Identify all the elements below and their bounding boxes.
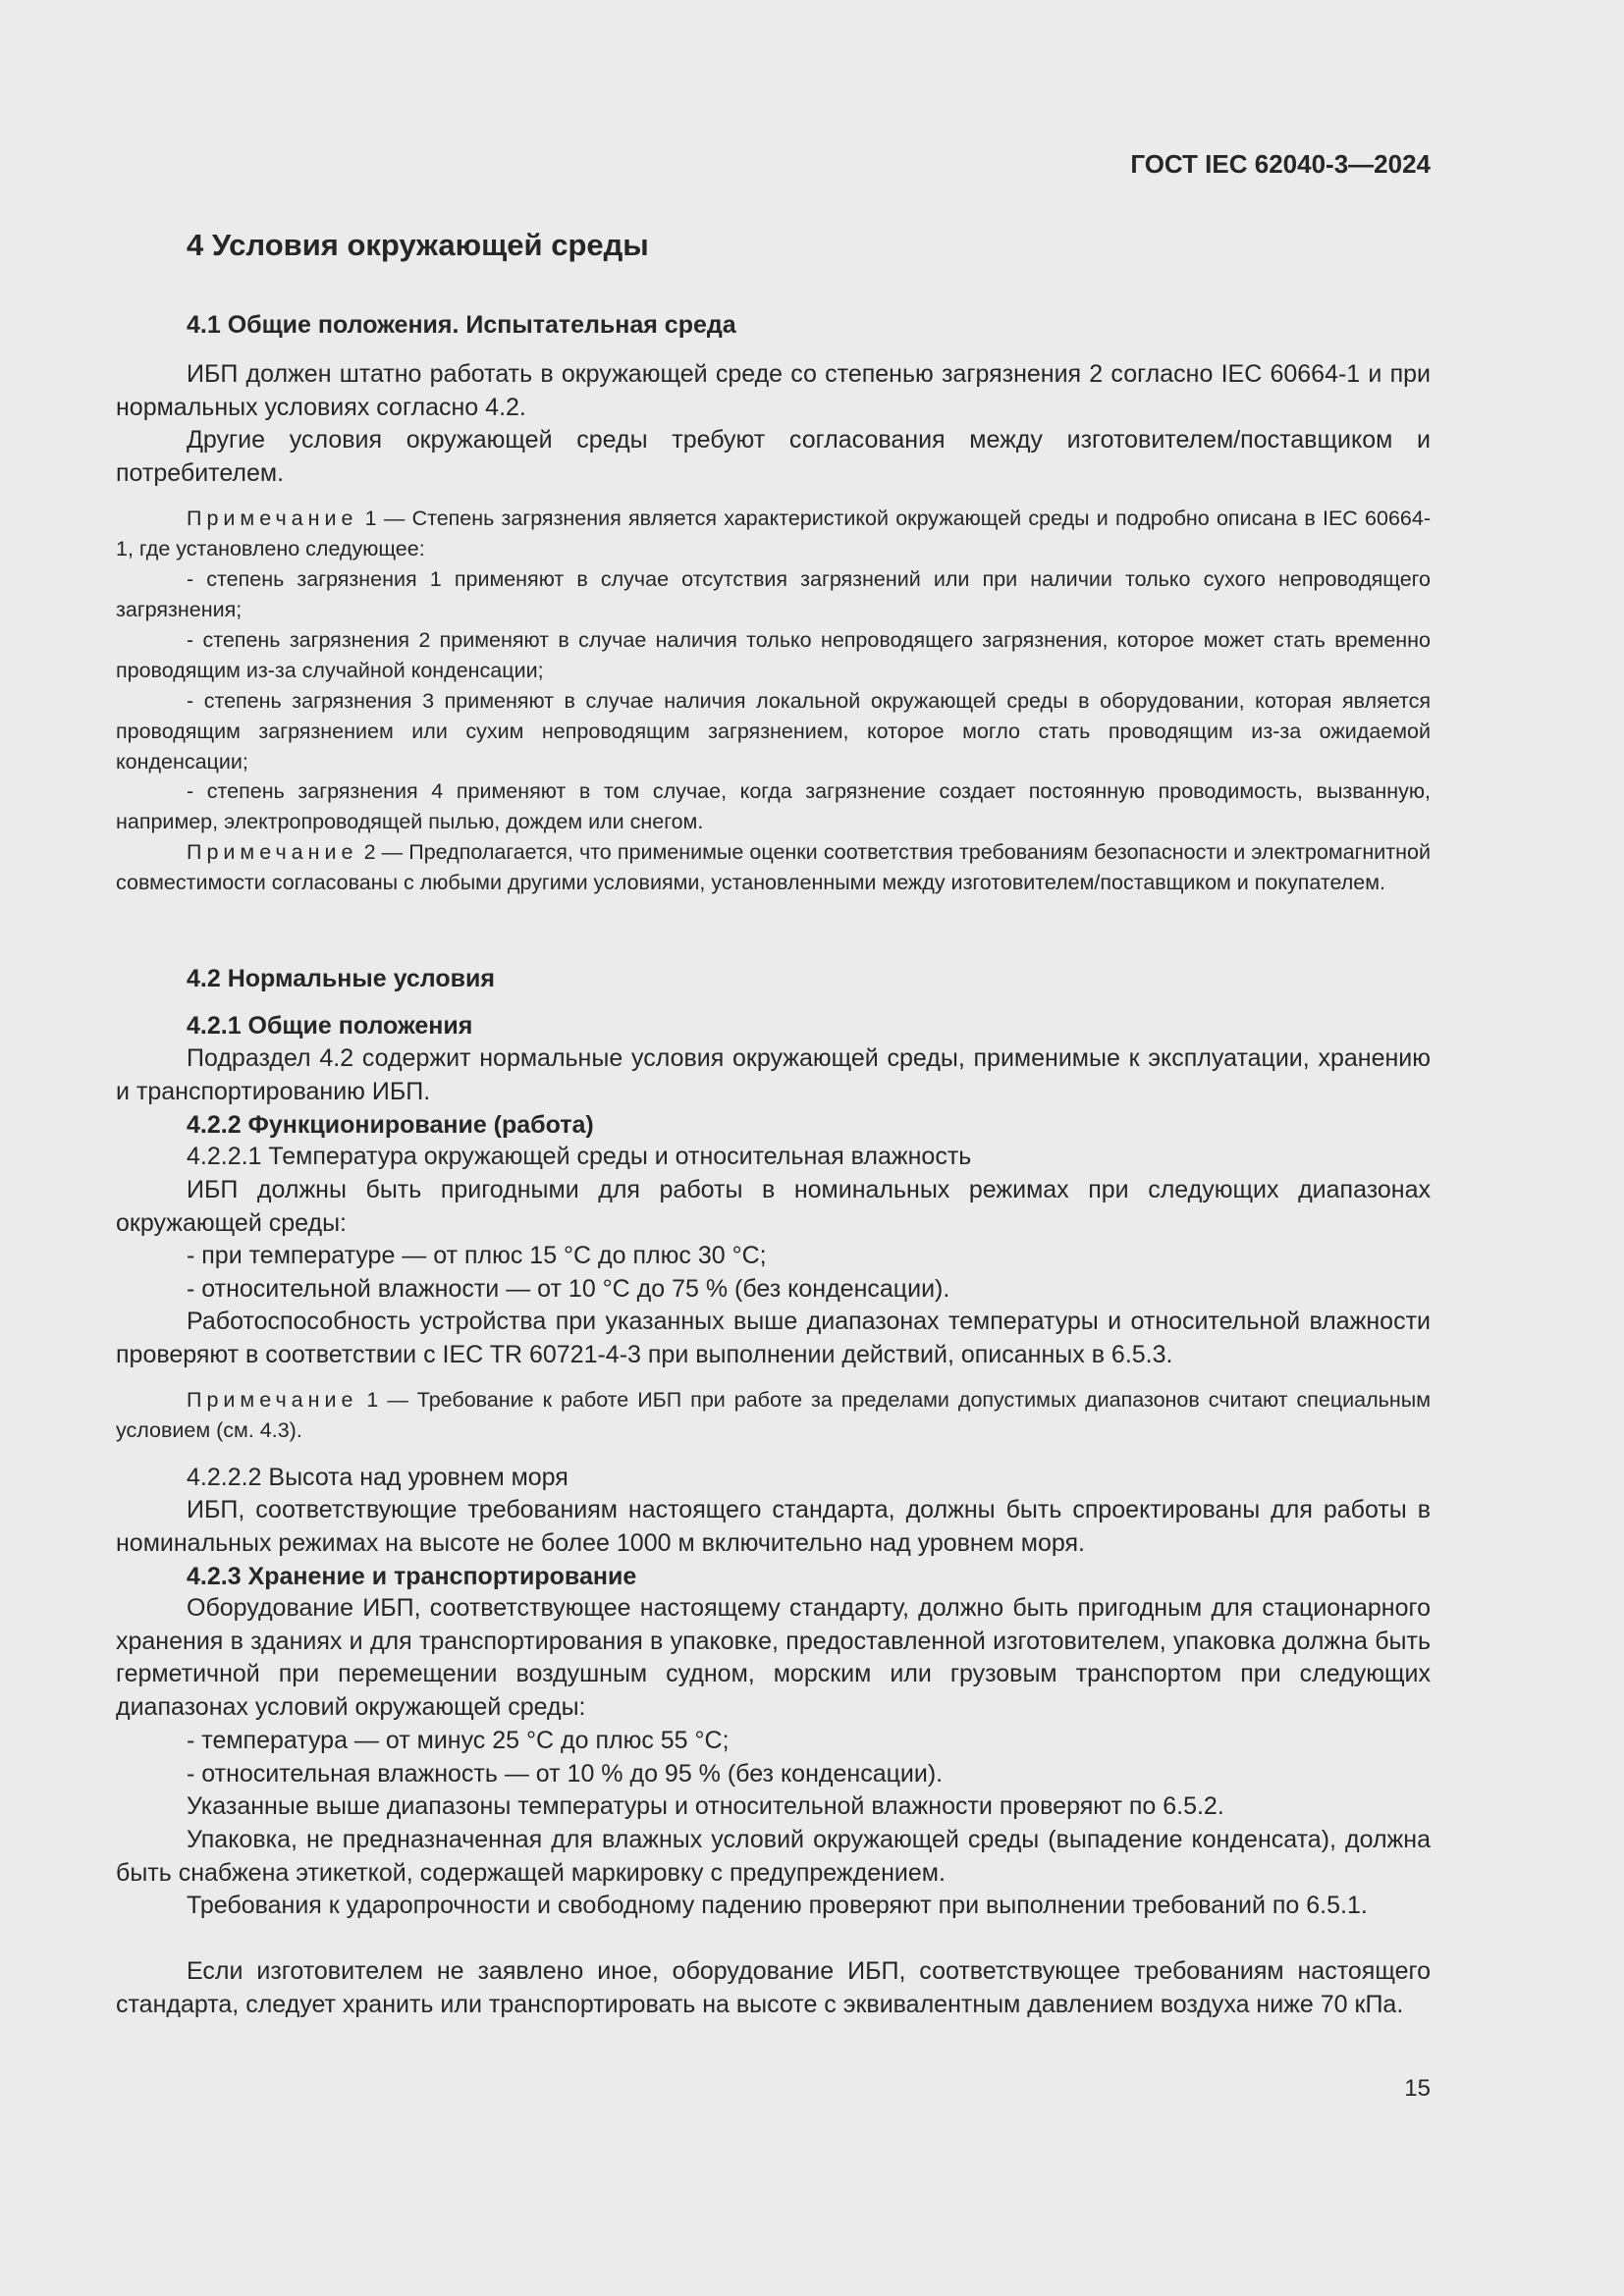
section-4-2-1-title: 4.2.1 Общие положения (187, 1012, 473, 1040)
note-list-item: - степень загрязнения 4 применяют в том случае, когда загрязнение создает постоянную проводимость, вызванную, например, электропроводящей пылью, дождем или снегом. (116, 779, 1431, 833)
paragraph: Работоспособность устройства при указанных выше диапазонах температуры и относительной влажности проверяют в соответствии с IEC TR 60721-4-3 при выполнении действий, описанных в 6.5.3. (116, 1308, 1431, 1368)
paragraph: Указанные выше диапазоны температуры и относительной влажности проверяют по 6.5.2. (187, 1792, 1224, 1820)
note-1 (116, 504, 1431, 564)
note-list-item: - степень загрязнения 1 применяют в случае отсутствия загрязнений или при наличии только сухого непроводящего загрязнения; (116, 567, 1431, 621)
note-1-operation (116, 1385, 1431, 1446)
paragraph: Если изготовителем не заявлено иное, оборудование ИБП, соответствующее требованиям настоящего стандарта, следует хранить или транспортировать на высоте с эквивалентным давлением воздуха ниже 70 кПа. (116, 1957, 1431, 2018)
section-4-2-2-title: 4.2.2 Функционирование (работа) (187, 1111, 594, 1139)
note-label: Примечание (187, 840, 358, 864)
list-item: - при температуре — от плюс 15 °C до плюс 30 °C; (187, 1242, 767, 1269)
note-text: 1 — Степень загрязнения является характеристикой окружающей среды и подробно описана в IEC 60664-1, где установлено следующее: (116, 507, 1431, 561)
section-4-2-title: 4.2 Нормальные условия (187, 965, 495, 992)
note-list-item: - степень загрязнения 3 применяют в случае наличия локальной окружающей среды в оборудовании, которая является проводящим загрязнением или сухим непроводящим загрязнением, которое могло стать проводящим из-за ожидаемой конденсации; (116, 689, 1431, 774)
paragraph: Оборудование ИБП, соответствующее настоящему стандарту, должно быть пригодным для стационарного хранения в зданиях и для транспортирования в упаковке, предоставленной изготовителем, упаковка должна быть герметичной при перемещении воздушным судном, морским или грузовым транспортом при следующих диапазонах условий окружающей среды: (116, 1594, 1431, 1721)
note-label: Примечание (187, 1388, 358, 1412)
note-label: Примечание (187, 507, 358, 530)
paragraph: ИБП, соответствующие требованиям настоящего стандарта, должны быть спроектированы для работы в номинальных режимах на высоте не более 1000 м включительно над уровнем моря. (116, 1496, 1431, 1557)
page-number: 15 (1404, 2075, 1431, 2102)
paragraph: Подраздел 4.2 содержит нормальные условия окружающей среды, применимые к эксплуатации, хранению и транспортированию ИБП. (116, 1044, 1431, 1105)
section-4-1-title: 4.1 Общие положения. Испытательная среда (187, 311, 736, 339)
list-item: - относительная влажность — от 10 % до 95 % (без конденсации). (187, 1760, 944, 1788)
note-text: 1 — Требование к работе ИБП при работе за пределами допустимых диапазонов считают специальным условием (см. 4.3). (116, 1388, 1431, 1442)
section-4-title: 4 Условия окружающей среды (187, 228, 649, 262)
list-item: - температура — от минус 25 °C до плюс 55 °C; (187, 1727, 730, 1754)
paragraph: Требования к ударопрочности и свободному падению проверяют при выполнении требований по 6.5.1. (187, 1892, 1368, 1919)
section-4-2-2-1-title: 4.2.2.1 Температура окружающей среды и относительная влажность (187, 1143, 972, 1170)
note-list-item: - степень загрязнения 2 применяют в случае наличия только непроводящего загрязнения, которое может стать временно проводящим из-за случайной конденсации; (116, 628, 1431, 682)
section-4-2-2-2-title: 4.2.2.2 Высота над уровнем моря (187, 1464, 568, 1491)
note-text: 2 — Предполагается, что применимые оценки соответствия требованиям безопасности и электромагнитной совместимости согласованы с любыми другими условиями, установленными между изготовителем/поставщиком и покупателем. (116, 840, 1431, 894)
list-item: - относительной влажности — от 10 °C до 75 % (без конденсации). (187, 1275, 950, 1303)
paragraph: ИБП должен штатно работать в окружающей среде со степенью загрязнения 2 согласно IEC 60664-1 и при нормальных условиях согласно 4.2. (116, 360, 1431, 421)
paragraph: Другие условия окружающей среды требуют согласования между изготовителем/поставщиком и потребителем. (116, 426, 1431, 487)
standard-code-header: ГОСТ IEC 62040-3—2024 (1130, 149, 1431, 179)
section-4-2-3-title: 4.2.3 Хранение и транспортирование (187, 1563, 637, 1590)
paragraph: ИБП должны быть пригодными для работы в номинальных режимах при следующих диапазонах окружающей среды: (116, 1176, 1431, 1237)
note-2 (116, 837, 1431, 898)
paragraph: Упаковка, не предназначенная для влажных условий окружающей среды (выпадение конденсата), должна быть снабжена этикеткой, содержащей маркировку с предупреждением. (116, 1826, 1431, 1887)
